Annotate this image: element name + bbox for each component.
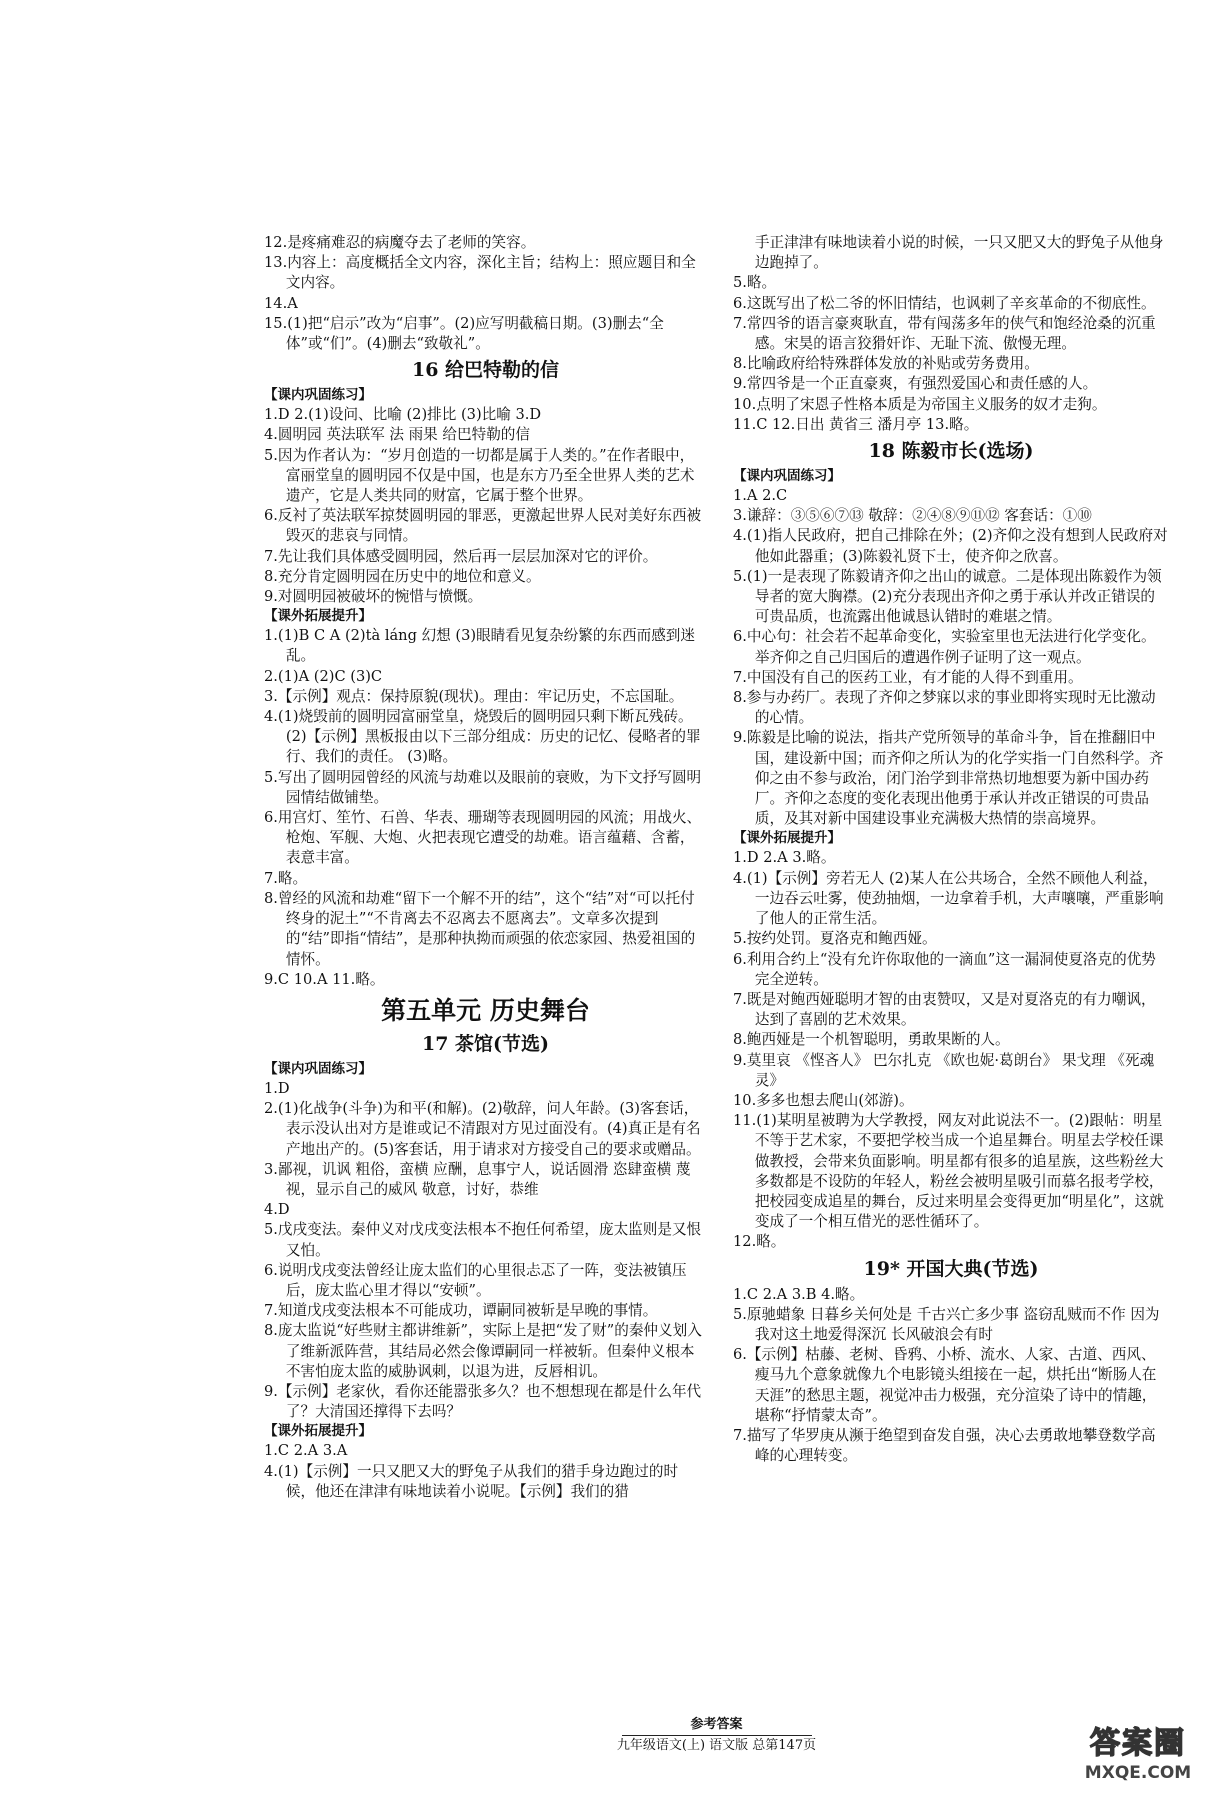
right-column	[733, 233, 1169, 1466]
answer-item: 8.比喻政府给特殊群体发放的补贴或劳务费用。	[733, 355, 1039, 373]
answer-item: 4.圆明园 英法联军 法 雨果 给巴特勒的信	[264, 426, 530, 444]
answer-item: 1.C 2.A 3.A	[264, 1442, 348, 1460]
answer-item: 1.C 2.A 3.B 4.略。	[733, 1285, 865, 1303]
answer-item: 10.点明了宋恩子性格本质是为帝国主义服务的奴才走狗。	[733, 395, 1107, 413]
answer-item: 9.陈毅是比喻的说法，指共产党所领导的革命斗争，旨在推翻旧中国，建设新中国；而齐仰之所认为的化学实指一门自然科学。齐仰之由不参与政治，闭门治学到非常热切地想要为新中国办药厂。齐仰之态度的变化表现出他勇于承认并改正错误的可贵品质，及其对新中国建设事业充满极大热情的崇高境界。	[733, 729, 1164, 828]
answer-item: 5.略。	[733, 274, 777, 292]
exercise-label: 【课内巩固练习】	[264, 387, 372, 404]
answer-item: 6.这既写出了松二爷的怀旧情结，也讽刺了辛亥革命的不彻底性。	[733, 294, 1156, 312]
answer-item: 8.曾经的风流和劫难“留下一个解不开的结”，这个“结”对“可以托付终身的泥土”“不肯离去不忍离去不愿离去”。文章多次提到的“结”即指“情结”，是那种执拗而顽强的依恋家园、热爱祖国的情怀。	[264, 889, 696, 968]
unit-title: 第五单元 历史舞台	[381, 995, 590, 1025]
answer-item: 6.说明戊戌变法曾经让庞太监们的心里很忐忑了一阵，变法被镇压后，庞太监心里才得以“安顿”。	[264, 1261, 687, 1299]
section-title: 16 给巴特勒的信	[411, 359, 560, 382]
answer-item: 8.充分肯定圆明园在历史中的地位和意义。	[264, 567, 541, 585]
answer-item: 14.A	[264, 294, 298, 312]
answer-item: 10.多多也想去爬山(郊游)。	[733, 1091, 914, 1109]
answer-item: 1.D	[264, 1079, 290, 1097]
answer-item: 2.(1)A (2)C (3)C	[264, 667, 383, 685]
answer-item: 5.按约处罚。夏洛克和鲍西娅。	[733, 930, 937, 948]
answer-item: 3.谦辞：③⑤⑥⑦⑬ 敬辞：②④⑧⑨⑪⑫ 客套话：①⑩	[733, 507, 1092, 525]
answer-item: 11.(1)某明星被聘为大学教授，网友对此说法不一。(2)跟帖：明星不等于艺术家，不要把学校当成一个追星舞台。明星去学校任课做教授，会带来负面影响。明星都有很多的追星族，这些粉丝大多数都是不设防的年轻人，粉丝会被明星吸引而慕名报考学校，把校园变成追星的舞台，反过来明星会变得更加“明星化”，这就变成了一个相互借光的恶性循环了。	[733, 1112, 1164, 1231]
answer-item: 7.既是对鲍西娅聪明才智的由衷赞叹，又是对夏洛克的有力嘲讽，达到了喜剧的艺术效果。	[733, 990, 1156, 1029]
answer-item: 7.知道戊戌变法根本不可能成功，谭嗣同被斩是早晚的事情。	[264, 1302, 658, 1320]
answer-item: 7.中国没有自己的医药工业，有才能的人得不到重用。	[733, 668, 1083, 686]
section-title: 19* 开国大典(节选)	[863, 1257, 1039, 1280]
answer-item: 6.用宫灯、笙竹、石兽、华表、珊瑚等表现圆明园的风流；用战火、枪炮、军舰、大炮、火把表现它遭受的劫难。语言蕴藉、含蓄，表意丰富。	[264, 809, 702, 867]
answer-item: 5.原驰蜡象 日暮乡关何处是 千古兴亡多少事 盗窃乱贼而不作 因为我对这土地爱得深沉 长风破浪会有时	[733, 1305, 1160, 1343]
left-column	[264, 233, 707, 1502]
answer-item: 4.(1)【示例】旁若无人 (2)某人在公共场合，全然不顾他人利益，一边吞云吐雾，使劲抽烟，一边拿着手机，大声嚷嚷，严重影响了他人的正常生活。	[733, 869, 1164, 928]
answer-item: 9.【示例】老家伙，看你还能嚣张多久？也不想想现在都是什么年代了？大清国还撑得下去吗？	[264, 1382, 702, 1421]
watermark-logo	[1063, 1726, 1213, 1790]
answer-item: 5.因为作者认为：“岁月创造的一切都是属于人类的。”在作者眼中，富丽堂皇的圆明园不仅是中国，也是东方乃至全世界人类的艺术遗产，它是人类共同的财富，它属于整个世界。	[264, 446, 695, 505]
answer-item: 12.是疼痛难忍的病魔夺去了老师的笑容。	[264, 234, 536, 251]
watermark-text: 答案圈	[1090, 1726, 1186, 1761]
answer-item: 2.(1)化战争(斗争)为和平(和解)。(2)敬辞，问人年龄。(3)客套话，表示没认出对方是谁或记不清跟对方见过面没有。(4)真正是有名产地出产的。(5)客套话，用于请求对方接受自己的要求或赠品。	[264, 1100, 701, 1158]
answer-item: 6.反衬了英法联军掠焚圆明园的罪恶，更激起世界人民对美好东西被毁灭的悲哀与同情。	[264, 507, 702, 545]
answer-item: 手正津津有味地读着小说的时候，一只又肥又大的野兔子从他身边跑掉了。	[754, 234, 1164, 272]
answer-item: 6.【示例】枯藤、老树、昏鸦、小桥、流水、人家、古道、西风、瘦马九个意象就像九个电影镜头组接在一起，烘托出“断肠人在天涯”的愁思主题，视觉冲击力极强，充分渲染了诗中的情趣，堪称“抒情蒙太奇”。	[733, 1346, 1157, 1424]
exercise-label: 【课内巩固练习】	[733, 468, 841, 485]
answer-item: 9.C 10.A 11.略。	[264, 970, 385, 988]
footer-title: 参考答案	[690, 1717, 743, 1732]
answer-item: 3.【示例】观点：保持原貌(现状)。理由：牢记历史，不忘国耻。	[264, 687, 684, 705]
answer-item: 8.参与办药厂。表现了齐仰之梦寐以求的事业即将实现时无比激动的心情。	[733, 689, 1156, 727]
answer-item: 1.(1)B C A (2)tà láng 幻想 (3)眼睛看见复杂纷繁的东西而感到迷乱。	[264, 627, 695, 665]
answer-item: 12.略。	[733, 1233, 786, 1251]
answer-item: 1.D 2.A 3.略。	[733, 849, 836, 867]
answer-item: 7.描写了华罗庚从濒于绝望到奋发自强，决心去勇敢地攀登数学高峰的心理转变。	[733, 1426, 1156, 1465]
answer-item: 6.利用合约上“没有允许你取他的一滴血”这一漏洞使夏洛克的优势完全逆转。	[733, 950, 1156, 988]
answer-item: 4.(1)指人民政府，把自己排除在外；(2)齐仰之没有想到人民政府对他如此器重；(3)陈毅礼贤下士，使齐仰之欣喜。	[733, 527, 1168, 565]
answer-item: 7.略。	[264, 869, 308, 887]
answer-item: 4.D	[264, 1201, 290, 1219]
answer-item: 5.戊戌变法。秦仲义对戊戌变法根本不抱任何希望，庞太监则是又恨又怕。	[264, 1221, 702, 1259]
page-footer	[264, 1717, 1169, 1754]
footer-page-info: 九年级语文(上) 语文版 总第147页	[616, 1738, 817, 1753]
answer-item: 9.对圆明园被破坏的惋惜与愤慨。	[264, 588, 483, 606]
exercise-label: 【课内巩固练习】	[264, 1060, 372, 1077]
answer-item: 6.中心句：社会若不起革命变化，实验室里也无法进行化学变化。举齐仰之自己归国后的遭遇作例子证明了这一观点。	[733, 628, 1156, 666]
answer-item: 7.常四爷的语言豪爽耿直，带有闯荡多年的侠气和饱经沧桑的沉重感。宋昊的语言狡猾奸诈、无耻下流、傲慢无理。	[733, 314, 1156, 353]
answer-item: 9.常四爷是一个正直豪爽，有强烈爱国心和责任感的人。	[733, 375, 1098, 393]
answer-item: 5.(1)一是表现了陈毅请齐仰之出山的诚意。二是体现出陈毅作为领导者的宽大胸襟。(2)充分表现出齐仰之勇于承认并改正错误的可贵品质，也流露出他诚恳认错时的难堪之情。	[733, 567, 1162, 626]
section-title: 17 茶馆(节选)	[421, 1032, 550, 1055]
exercise-label: 【课外拓展提升】	[264, 608, 372, 625]
answer-item: 13.内容上：高度概括全文内容，深化主旨；结构上：照应题目和全文内容。	[264, 254, 696, 292]
answer-item: 4.(1)【示例】一只又肥又大的野兔子从我们的猎手身边跑过的时候，他还在津津有味地读着小说呢。【示例】我们的猎	[264, 1462, 679, 1500]
exercise-label: 【课外拓展提升】	[733, 830, 841, 847]
answer-item: 9.莫里哀 《悭吝人》 巴尔扎克 《欧也妮·葛朗台》 果戈理 《死魂灵》	[733, 1051, 1155, 1089]
exercise-label: 【课外拓展提升】	[264, 1423, 372, 1440]
answer-item: 4.(1)烧毁前的圆明园富丽堂皇，烧毁后的圆明园只剩下断瓦残砖。 (2)【示例】黑板报由以下三部分组成：历史的记忆、侵略者的罪行、我们的责任。 (3)略。	[264, 708, 701, 766]
answer-item: 1.D 2.(1)设问、比喻 (2)排比 (3)比喻 3.D	[264, 406, 542, 424]
answer-item: 8.庞太监说“好些财主都讲维新”，实际上是把“发了财”的秦仲义划入了维新派阵营，其结局必然会像谭嗣同一样被斩。但秦仲义根本不害怕庞太监的威胁讽刺，以退为进，反唇相讥。	[264, 1322, 702, 1380]
answer-item: 3.鄙视，讥讽 粗俗，蛮横 应酬，息事宁人，说话圆滑 恣肆蛮横 蔑视，显示自己的威风 敬意，讨好，恭维	[264, 1160, 691, 1198]
footer-divider	[622, 1735, 812, 1736]
section-title: 18 陈毅市长(选场)	[868, 440, 1034, 463]
answer-item: 7.先让我们具体感受圆明园，然后再一层层加深对它的评价。	[264, 547, 658, 565]
answer-item: 11.C 12.日出 黄省三 潘月亭 13.略。	[733, 415, 979, 433]
answer-item: 5.写出了圆明园曾经的风流与劫难以及眼前的衰败，为下文抒写圆明园情结做铺垫。	[264, 768, 702, 806]
watermark-url: MXQE.COM	[1084, 1763, 1192, 1783]
answer-item: 15.(1)把“启示”改为“启事”。(2)应写明截稿日期。(3)删去“全体”或“们”。(4)删去“致敬礼”。	[264, 314, 664, 353]
answer-item: 8.鲍西娅是一个机智聪明，勇敢果断的人。	[733, 1031, 1010, 1049]
answer-item: 1.A 2.C	[733, 487, 788, 505]
